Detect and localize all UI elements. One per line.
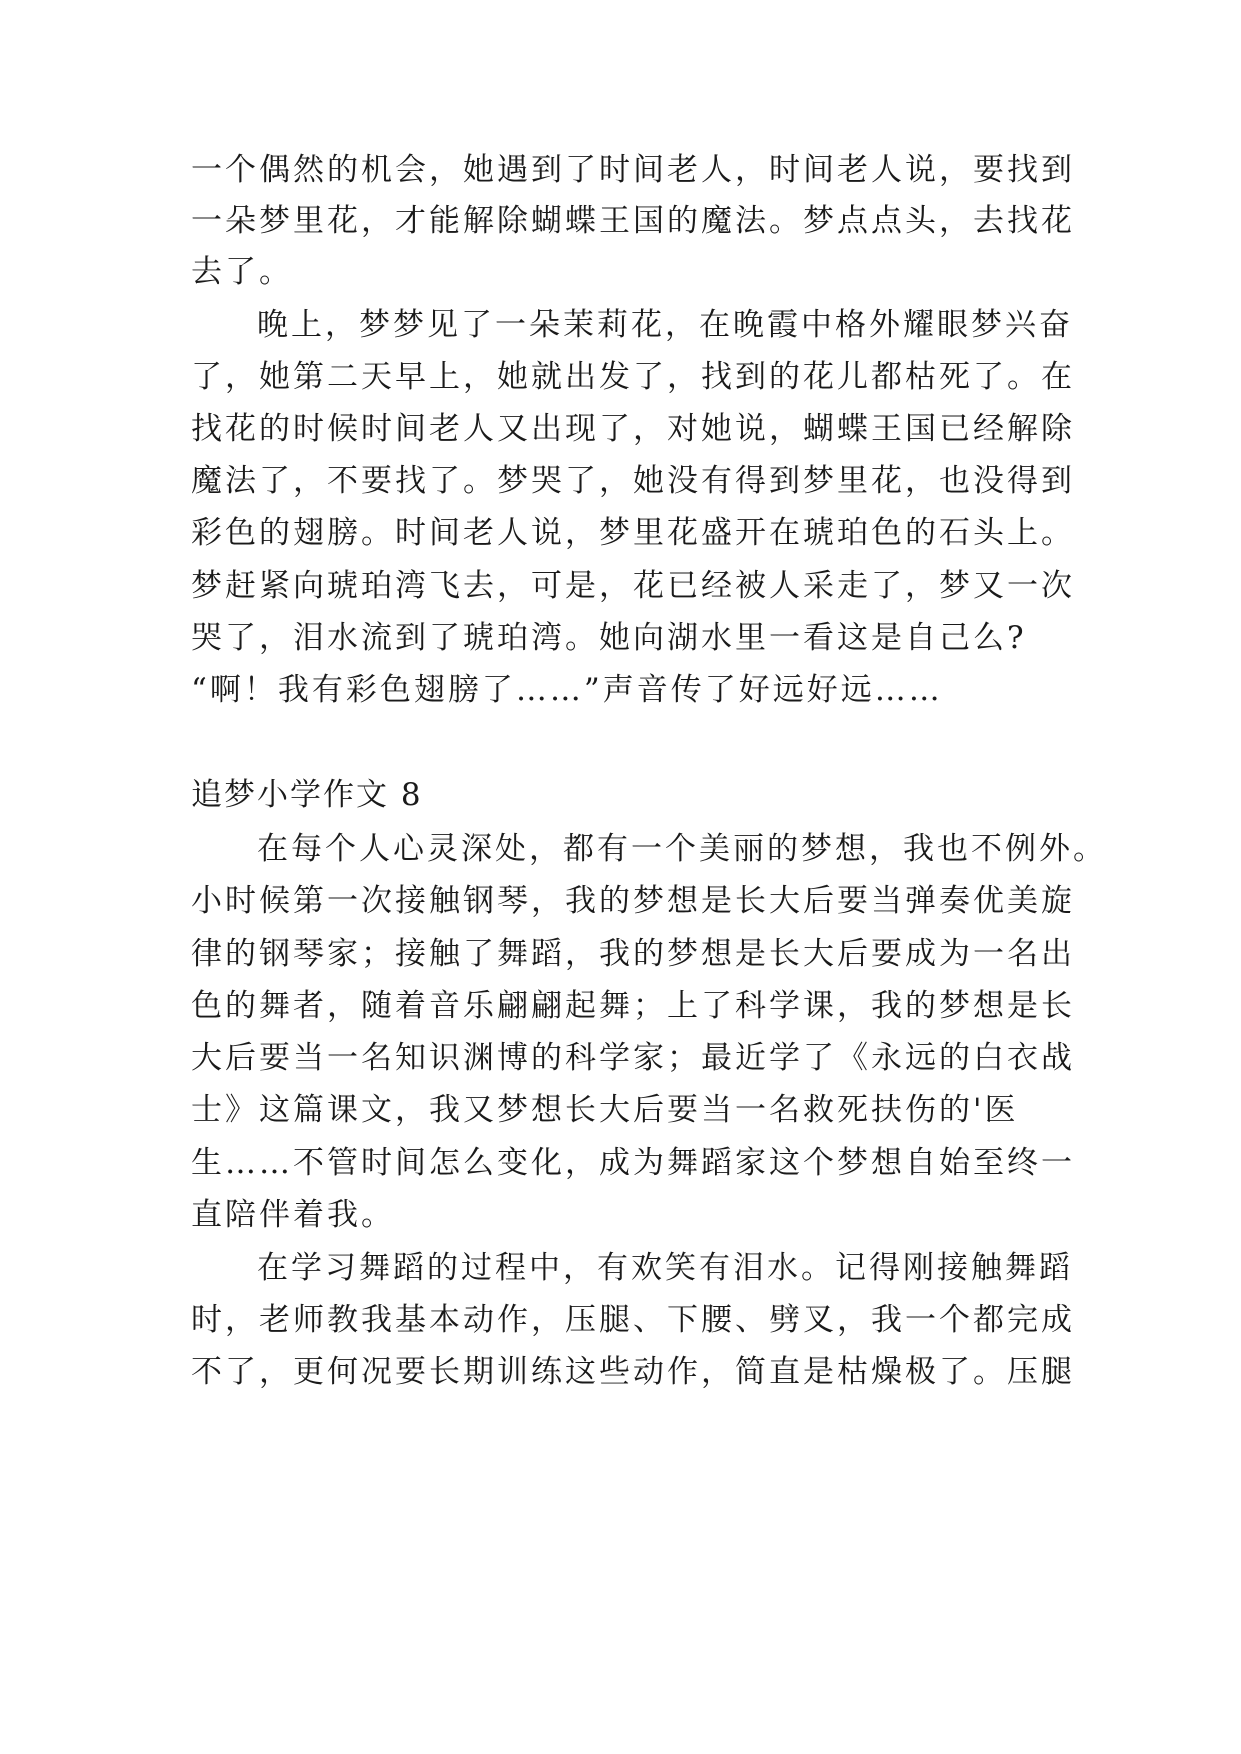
section-title: 追梦小学作文 8 — [191, 777, 423, 813]
paragraph-line: 不了，更何况要长期训练这些动作，简直是枯燥极了。压腿 — [191, 1354, 1075, 1390]
paragraph-line: 在学习舞蹈的过程中，有欢笑有泪水。记得刚接触舞蹈 — [257, 1250, 1073, 1286]
paragraph-line: 梦赶紧向琥珀湾飞去，可是，花已经被人采走了，梦又一次 — [191, 568, 1075, 604]
paragraph-line: 直陪伴着我。 — [191, 1197, 395, 1233]
paragraph-line: 哭了，泪水流到了琥珀湾。她向湖水里一看这是自己么? — [191, 620, 1027, 656]
paragraph-line: 士》这篇课文，我又梦想长大后要当一名救死扶伤的'医 — [191, 1092, 1019, 1128]
paragraph-line: 了，她第二天早上，她就出发了，找到的花儿都枯死了。在 — [191, 359, 1075, 395]
paragraph-line: 生……不管时间怎么变化，成为舞蹈家这个梦想自始至终一 — [191, 1145, 1075, 1181]
paragraph-line: 一个偶然的机会，她遇到了时间老人，时间老人说，要找到 — [191, 152, 1075, 188]
paragraph-line: 大后要当一名知识渊博的科学家；最近学了《永远的白衣战 — [191, 1040, 1075, 1076]
paragraph-line: 晚上，梦梦见了一朵茉莉花，在晚霞中格外耀眼梦兴奋 — [257, 307, 1073, 343]
paragraph-line: 在每个人心灵深处，都有一个美丽的梦想，我也不例外。 — [257, 831, 1107, 867]
paragraph-line: 小时候第一次接触钢琴，我的梦想是长大后要当弹奏优美旋 — [191, 883, 1075, 919]
paragraph-line: 时，老师教我基本动作，压腿、下腰、劈叉，我一个都完成 — [191, 1302, 1075, 1338]
paragraph-line: 去了。 — [191, 254, 293, 290]
paragraph-line: 彩色的翅膀。时间老人说，梦里花盛开在琥珀色的石头上。 — [191, 515, 1075, 551]
paragraph-line: “啊！我有彩色翅膀了……”声音传了好远好远…… — [191, 672, 943, 708]
paragraph-line: 一朵梦里花，才能解除蝴蝶王国的魔法。梦点点头，去找花 — [191, 203, 1075, 239]
paragraph-line: 魔法了，不要找了。梦哭了，她没有得到梦里花，也没得到 — [191, 463, 1075, 499]
paragraph-line: 找花的时候时间老人又出现了，对她说，蝴蝶王国已经解除 — [191, 411, 1075, 447]
paragraph-line: 色的舞者，随着音乐翩翩起舞；上了科学课，我的梦想是长 — [191, 988, 1075, 1024]
paragraph-line: 律的钢琴家；接触了舞蹈，我的梦想是长大后要成为一名出 — [191, 936, 1075, 972]
